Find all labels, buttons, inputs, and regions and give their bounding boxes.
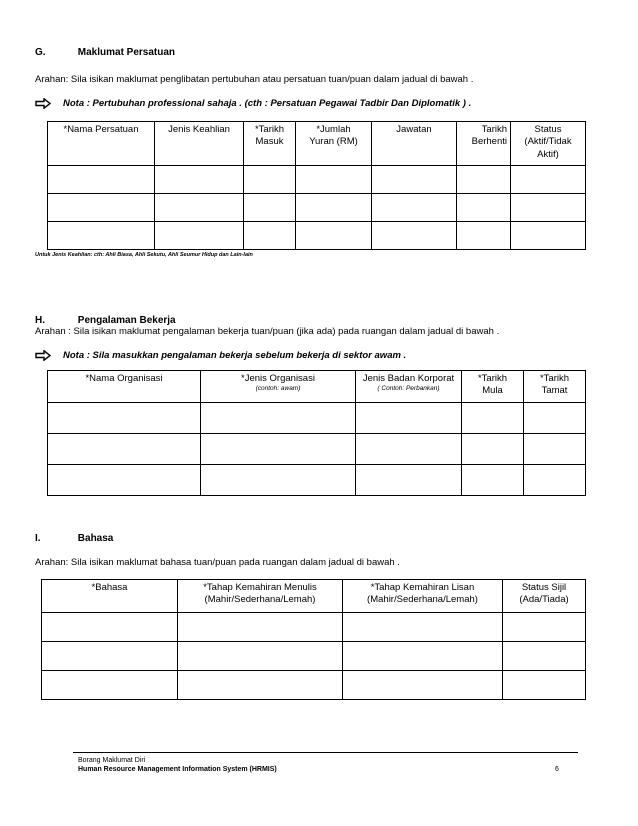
input-cell[interactable] <box>244 194 296 222</box>
input-cell[interactable] <box>42 613 178 642</box>
table-row <box>48 465 586 496</box>
column-header <box>244 122 296 166</box>
column-header <box>155 122 244 166</box>
bahasa-table <box>41 579 586 700</box>
section-title-text: Pengalaman Bekerja <box>77 315 176 326</box>
header-line: Yuran (RM) <box>309 136 358 148</box>
input-cell[interactable] <box>42 671 178 700</box>
header-line: *Nama Persatuan <box>63 124 139 135</box>
input-cell[interactable] <box>48 434 201 465</box>
section-letter: I. <box>35 533 41 544</box>
column-header <box>524 371 586 403</box>
header-line: Status Sijil <box>521 582 567 593</box>
header-line: *Nama Organisasi <box>85 373 163 384</box>
input-cell[interactable] <box>343 613 503 642</box>
header-line: *Jenis Organisasi <box>241 373 315 384</box>
header-line: Jawatan <box>396 124 432 135</box>
input-cell[interactable] <box>511 194 586 222</box>
header-line: Tamat <box>541 385 568 397</box>
input-cell[interactable] <box>155 222 244 250</box>
input-cell[interactable] <box>244 166 296 194</box>
column-header <box>178 580 343 613</box>
header-line: *Tarikh <box>254 124 285 135</box>
section-h-title <box>35 315 176 326</box>
column-header <box>503 580 586 613</box>
header-line: Aktif) <box>537 148 559 160</box>
input-cell[interactable] <box>48 465 201 496</box>
section-title-text: Maklumat Persatuan <box>77 47 176 58</box>
header-line: *Tahap Kemahiran Menulis <box>203 582 317 593</box>
input-cell[interactable] <box>178 642 343 671</box>
section-g-instruction: Arahan: Sila isikan maklumat penglibatan pertubuhan atau persatuan tuan/puan dalam jadual di bawah . <box>35 74 474 85</box>
header-line: *Tahap Kemahiran Lisan <box>370 582 475 593</box>
column-header <box>48 122 155 166</box>
input-cell[interactable] <box>48 403 201 434</box>
table-row <box>48 166 586 194</box>
input-cell[interactable] <box>48 194 155 222</box>
persatuan-table <box>47 121 586 250</box>
input-cell[interactable] <box>296 166 372 194</box>
header-line: Jenis Keahlian <box>168 124 230 135</box>
input-cell[interactable] <box>48 166 155 194</box>
section-h-nota <box>35 350 406 361</box>
table-row <box>48 194 586 222</box>
section-i-instruction: Arahan: Sila isikan maklumat bahasa tuan/puan pada ruangan dalam jadual di bawah . <box>35 557 400 568</box>
input-cell[interactable] <box>457 222 511 250</box>
input-cell[interactable] <box>503 642 586 671</box>
column-header <box>343 580 503 613</box>
column-header <box>511 122 586 166</box>
header-line: *Tarikh <box>539 373 570 384</box>
input-cell[interactable] <box>244 222 296 250</box>
input-cell[interactable] <box>462 434 524 465</box>
table-row <box>48 403 586 434</box>
right-arrow-icon <box>35 350 51 361</box>
input-cell[interactable] <box>178 613 343 642</box>
header-line: *Jumlah <box>316 124 351 135</box>
header-line: Status <box>534 124 562 135</box>
input-cell[interactable] <box>503 671 586 700</box>
section-letter: G. <box>35 47 46 58</box>
table-row <box>48 434 586 465</box>
header-example: (contoh: awam) <box>255 385 301 393</box>
input-cell[interactable] <box>511 222 586 250</box>
nota-text: Nota : Pertubuhan professional sahaja . (cth : Persatuan Pegawai Tadbir Dan Diplomatik ) . <box>63 98 472 109</box>
page-number: 6 <box>555 766 559 773</box>
input-cell[interactable] <box>155 166 244 194</box>
section-g-footnote: Untuk Jenis Keahlian: cth: Ahli Biasa, Ahli Sekutu, Ahli Seumur Hidup dan Lain-lain <box>35 252 253 258</box>
header-line: Mula <box>482 385 503 397</box>
section-g-nota <box>35 98 471 109</box>
header-line: *Bahasa <box>91 582 128 593</box>
section-letter: H. <box>35 315 45 326</box>
header-line: (Mahir/Sederhana/Lemah) <box>204 594 316 606</box>
input-cell[interactable] <box>457 166 511 194</box>
header-line: *Tarikh <box>477 373 508 384</box>
table-row <box>42 613 586 642</box>
section-i-title <box>35 533 113 544</box>
header-line: Masuk <box>255 136 284 148</box>
header-example: ( Contoh: Perbankan) <box>377 385 440 393</box>
column-header <box>356 371 462 403</box>
section-title-text: Bahasa <box>77 533 114 544</box>
input-cell[interactable] <box>356 465 462 496</box>
input-cell[interactable] <box>511 166 586 194</box>
nota-text: Nota : Sila masukkan pengalaman bekerja sebelum bekerja di sektor awam . <box>63 350 407 361</box>
input-cell[interactable] <box>201 434 356 465</box>
input-cell[interactable] <box>356 434 462 465</box>
input-cell[interactable] <box>457 194 511 222</box>
input-cell[interactable] <box>155 194 244 222</box>
column-header <box>201 371 356 403</box>
header-line: Jenis Badan Korporat <box>362 373 455 384</box>
header-line: Berhenti <box>471 136 507 148</box>
table-row <box>42 671 586 700</box>
input-cell[interactable] <box>524 465 586 496</box>
input-cell[interactable] <box>343 642 503 671</box>
input-cell[interactable] <box>462 403 524 434</box>
column-header <box>457 122 511 166</box>
header-line: Tarikh <box>481 124 507 135</box>
table-row <box>48 222 586 250</box>
header-line: (Aktif/Tidak <box>524 136 572 148</box>
input-cell[interactable] <box>201 403 356 434</box>
column-header <box>462 371 524 403</box>
right-arrow-icon <box>35 98 51 109</box>
header-line: (Ada/Tiada) <box>519 594 569 606</box>
input-cell[interactable] <box>524 403 586 434</box>
input-cell[interactable] <box>372 166 457 194</box>
input-cell[interactable] <box>296 194 372 222</box>
input-cell[interactable] <box>524 434 586 465</box>
footer-divider <box>73 752 578 753</box>
input-cell[interactable] <box>296 222 372 250</box>
input-cell[interactable] <box>462 465 524 496</box>
input-cell[interactable] <box>48 222 155 250</box>
column-header <box>296 122 372 166</box>
input-cell[interactable] <box>178 671 343 700</box>
column-header <box>42 580 178 613</box>
table-row <box>42 642 586 671</box>
pengalaman-table <box>47 370 586 496</box>
footer-system-name: Human Resource Management Information System (HRMIS) <box>78 766 277 773</box>
input-cell[interactable] <box>356 403 462 434</box>
footer-form-name: Borang Maklumat Diri <box>78 757 146 764</box>
section-h-instruction: Arahan : Sila isikan maklumat pengalaman bekerja tuan/puan (jika ada) pada ruangan dalam jadual di bawah . <box>35 326 500 337</box>
input-cell[interactable] <box>372 194 457 222</box>
column-header <box>372 122 457 166</box>
input-cell[interactable] <box>42 642 178 671</box>
input-cell[interactable] <box>343 671 503 700</box>
input-cell[interactable] <box>503 613 586 642</box>
header-line: (Mahir/Sederhana/Lemah) <box>367 594 478 606</box>
input-cell[interactable] <box>201 465 356 496</box>
input-cell[interactable] <box>372 222 457 250</box>
column-header <box>48 371 201 403</box>
section-g-title <box>35 47 175 58</box>
